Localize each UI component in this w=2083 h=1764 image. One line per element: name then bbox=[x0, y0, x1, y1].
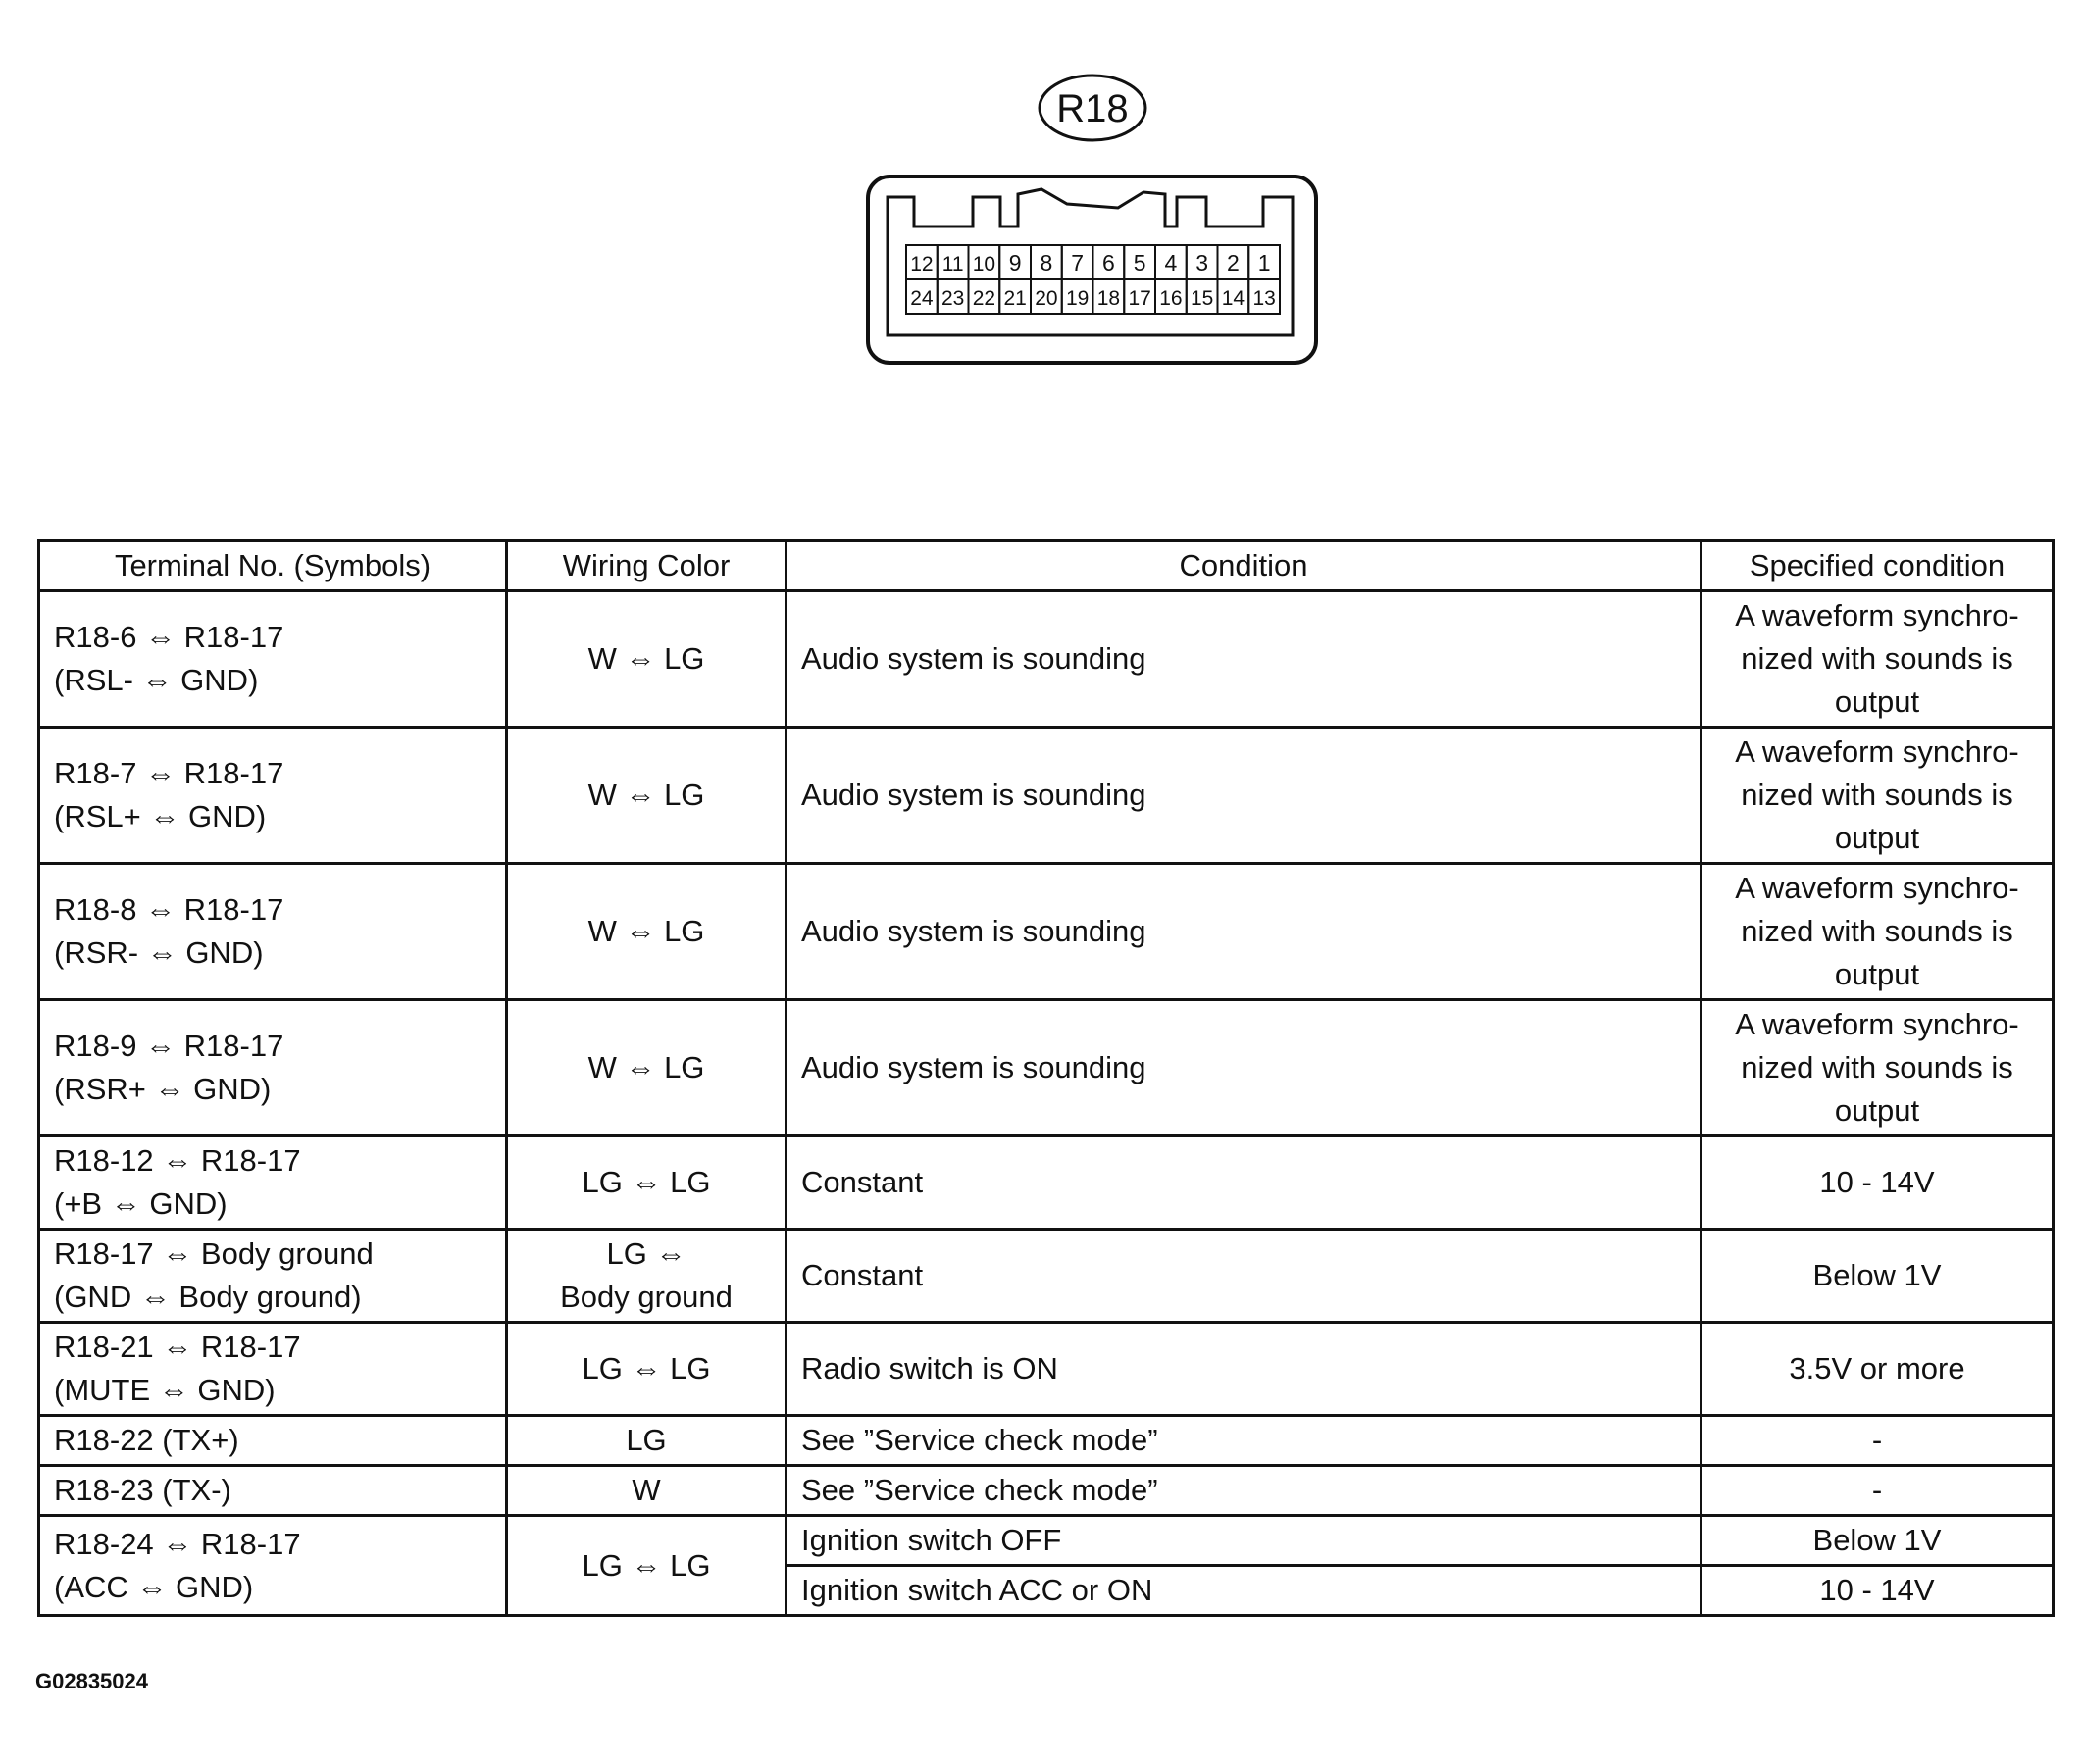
cell-line: (+B ⇔ GND) bbox=[54, 1186, 228, 1221]
cell-line: W ⇔ LG bbox=[587, 914, 705, 948]
terminal-cell bbox=[39, 1136, 507, 1230]
terminal-cell bbox=[39, 864, 507, 1000]
wiring-color-cell bbox=[507, 1000, 787, 1136]
specified-condition-cell bbox=[1702, 864, 2054, 1000]
pin-number: 4 bbox=[1164, 250, 1178, 276]
cell-line: R18-22 (TX+) bbox=[54, 1423, 239, 1457]
wiring-color-cell bbox=[507, 728, 787, 864]
condition-cell: Audio system is sounding bbox=[787, 728, 1702, 864]
cell-line: R18-17 ⇔ Body ground bbox=[54, 1236, 374, 1271]
table-row bbox=[39, 864, 2054, 1000]
condition-cell: Audio system is sounding bbox=[787, 591, 1702, 728]
wiring-color-cell bbox=[507, 591, 787, 728]
table-row bbox=[39, 1323, 2054, 1416]
pin-number: 8 bbox=[1040, 250, 1053, 276]
cell-line: output bbox=[1834, 957, 1920, 991]
specified-condition-cell bbox=[1702, 1323, 2054, 1416]
terminal-cell bbox=[39, 1000, 507, 1136]
pin-number: 6 bbox=[1101, 250, 1115, 276]
cell-line: A waveform synchro- bbox=[1735, 598, 2019, 632]
table-row bbox=[39, 728, 2054, 864]
cell-line: (ACC ⇔ GND) bbox=[54, 1569, 254, 1604]
cell-line: (GND ⇔ Body ground) bbox=[54, 1280, 362, 1314]
terminal-cell bbox=[39, 1230, 507, 1323]
cell-line: (MUTE ⇔ GND) bbox=[54, 1373, 276, 1407]
header-wiring-color: Wiring Color bbox=[507, 541, 787, 591]
table-row bbox=[39, 1416, 2054, 1466]
cell-line: - bbox=[1871, 1473, 1883, 1507]
cell-line: Body ground bbox=[560, 1280, 733, 1314]
terminal-cell bbox=[39, 728, 507, 864]
cell-line: LG ⇔ LG bbox=[582, 1351, 711, 1386]
cell-line: LG ⇔ LG bbox=[582, 1547, 711, 1583]
cell-line: nized with sounds is bbox=[1741, 914, 2013, 948]
specified-condition-cell bbox=[1702, 728, 2054, 864]
pin-number: 16 bbox=[1159, 287, 1183, 310]
condition-cell: Constant bbox=[787, 1230, 1702, 1323]
terminal-cell bbox=[39, 1416, 507, 1466]
cell-line: W ⇔ LG bbox=[587, 778, 705, 812]
condition-cell: Radio switch is ON bbox=[787, 1323, 1702, 1416]
cell-line: R18-24 ⇔ R18-17 bbox=[54, 1526, 301, 1561]
table-row bbox=[39, 1516, 2054, 1566]
pin-number: 20 bbox=[1035, 287, 1058, 310]
cell-line: (RSR+ ⇔ GND) bbox=[54, 1072, 272, 1106]
condition-cell: See ”Service check mode” bbox=[787, 1466, 1702, 1516]
condition-cell: Ignition switch ACC or ON bbox=[787, 1566, 1702, 1616]
pin-number: 7 bbox=[1071, 250, 1085, 276]
cell-line: (RSR- ⇔ GND) bbox=[54, 935, 264, 970]
cell-line: (RSL+ ⇔ GND) bbox=[54, 799, 267, 833]
cell-line: output bbox=[1834, 821, 1920, 855]
connector-label: R18 bbox=[1056, 87, 1129, 130]
condition-cell: See ”Service check mode” bbox=[787, 1416, 1702, 1466]
terminal-cell bbox=[39, 1516, 507, 1616]
pin-number: 9 bbox=[1008, 250, 1022, 276]
wiring-color-cell bbox=[507, 1466, 787, 1516]
header-specified-condition: Specified condition bbox=[1702, 541, 2054, 591]
pin-number: 19 bbox=[1065, 287, 1090, 310]
wiring-color-cell bbox=[507, 1323, 787, 1416]
header-terminal: Terminal No. (Symbols) bbox=[39, 541, 507, 591]
pin-number: 21 bbox=[1003, 287, 1027, 310]
pin-number: 13 bbox=[1252, 287, 1276, 310]
cell-line: 10 - 14V bbox=[1819, 1165, 1935, 1199]
cell-line: R18-21 ⇔ R18-17 bbox=[54, 1330, 301, 1364]
cell-line: R18-6 ⇔ R18-17 bbox=[54, 620, 284, 654]
table-row bbox=[39, 1000, 2054, 1136]
cell-line: A waveform synchro- bbox=[1735, 1007, 2019, 1041]
specified-condition-cell bbox=[1702, 1136, 2054, 1230]
cell-line: - bbox=[1871, 1423, 1883, 1457]
pin-number: 22 bbox=[972, 287, 996, 310]
connector-pin-grid bbox=[906, 245, 1280, 314]
terminal-cell bbox=[39, 1323, 507, 1416]
cell-line: W bbox=[632, 1473, 661, 1507]
cell-line: LG bbox=[626, 1423, 667, 1457]
cell-line: Below 1V bbox=[1812, 1258, 1942, 1292]
pin-number: 17 bbox=[1128, 287, 1151, 310]
cell-line: 3.5V or more bbox=[1789, 1351, 1965, 1386]
specified-condition-cell bbox=[1702, 1230, 2054, 1323]
cell-line: LG ⇔ bbox=[606, 1236, 686, 1271]
cell-line: R18-8 ⇔ R18-17 bbox=[54, 892, 284, 927]
pin-number: 2 bbox=[1226, 250, 1240, 276]
cell-line: W ⇔ LG bbox=[587, 641, 705, 676]
specified-condition-cell: 10 - 14V bbox=[1702, 1566, 2054, 1616]
condition-cell: Audio system is sounding bbox=[787, 864, 1702, 1000]
specified-condition-cell bbox=[1702, 1466, 2054, 1516]
table-row bbox=[39, 1466, 2054, 1516]
pin-number: 14 bbox=[1221, 287, 1245, 310]
cell-line: R18-9 ⇔ R18-17 bbox=[54, 1029, 284, 1063]
table-row bbox=[39, 1136, 2054, 1230]
wiring-color-cell bbox=[507, 864, 787, 1000]
cell-line: nized with sounds is bbox=[1741, 778, 2013, 812]
specified-condition-cell: Below 1V bbox=[1702, 1516, 2054, 1566]
figure-code: G02835024 bbox=[35, 1669, 148, 1693]
table-row bbox=[39, 591, 2054, 728]
terminal-cell bbox=[39, 1466, 507, 1516]
cell-line: R18-12 ⇔ R18-17 bbox=[54, 1143, 301, 1178]
terminal-cell bbox=[39, 591, 507, 728]
table-header-row bbox=[39, 541, 2054, 591]
wiring-color-cell bbox=[507, 1516, 787, 1616]
specified-condition-cell bbox=[1702, 591, 2054, 728]
specified-condition-cell bbox=[1702, 1416, 2054, 1466]
cell-line: LG ⇔ LG bbox=[582, 1165, 711, 1199]
pin-number: 18 bbox=[1096, 287, 1121, 310]
cell-line: R18-7 ⇔ R18-17 bbox=[54, 756, 284, 790]
cell-line: (RSL- ⇔ GND) bbox=[54, 663, 259, 697]
table-body bbox=[39, 591, 2054, 1616]
pin-number: 5 bbox=[1133, 250, 1146, 276]
cell-line: W ⇔ LG bbox=[587, 1050, 705, 1084]
wiring-color-cell bbox=[507, 1230, 787, 1323]
pin-number: 1 bbox=[1257, 250, 1271, 276]
wiring-color-cell bbox=[507, 1416, 787, 1466]
cell-line: output bbox=[1834, 1093, 1920, 1128]
pin-number: 23 bbox=[940, 287, 965, 310]
pin-number: 11 bbox=[941, 253, 964, 276]
condition-cell: Audio system is sounding bbox=[787, 1000, 1702, 1136]
wiring-color-cell bbox=[507, 1136, 787, 1230]
terminal-spec-table bbox=[37, 539, 2055, 1617]
cell-line: nized with sounds is bbox=[1741, 1050, 2013, 1084]
pin-number: 3 bbox=[1195, 250, 1209, 276]
cell-line: R18-23 (TX-) bbox=[54, 1473, 231, 1507]
connector-diagram bbox=[0, 0, 2083, 412]
specified-condition-cell bbox=[1702, 1000, 2054, 1136]
cell-line: output bbox=[1834, 684, 1920, 719]
header-condition: Condition bbox=[787, 541, 1702, 591]
condition-cell: Ignition switch OFF bbox=[787, 1516, 1702, 1566]
cell-line: nized with sounds is bbox=[1741, 641, 2013, 676]
pin-number: 12 bbox=[910, 253, 934, 276]
pin-number: 10 bbox=[972, 253, 996, 276]
cell-line: A waveform synchro- bbox=[1735, 734, 2019, 769]
cell-line: A waveform synchro- bbox=[1735, 871, 2019, 905]
pin-number: 24 bbox=[910, 287, 934, 310]
pin-number: 15 bbox=[1190, 287, 1214, 310]
table-row bbox=[39, 1230, 2054, 1323]
condition-cell: Constant bbox=[787, 1136, 1702, 1230]
